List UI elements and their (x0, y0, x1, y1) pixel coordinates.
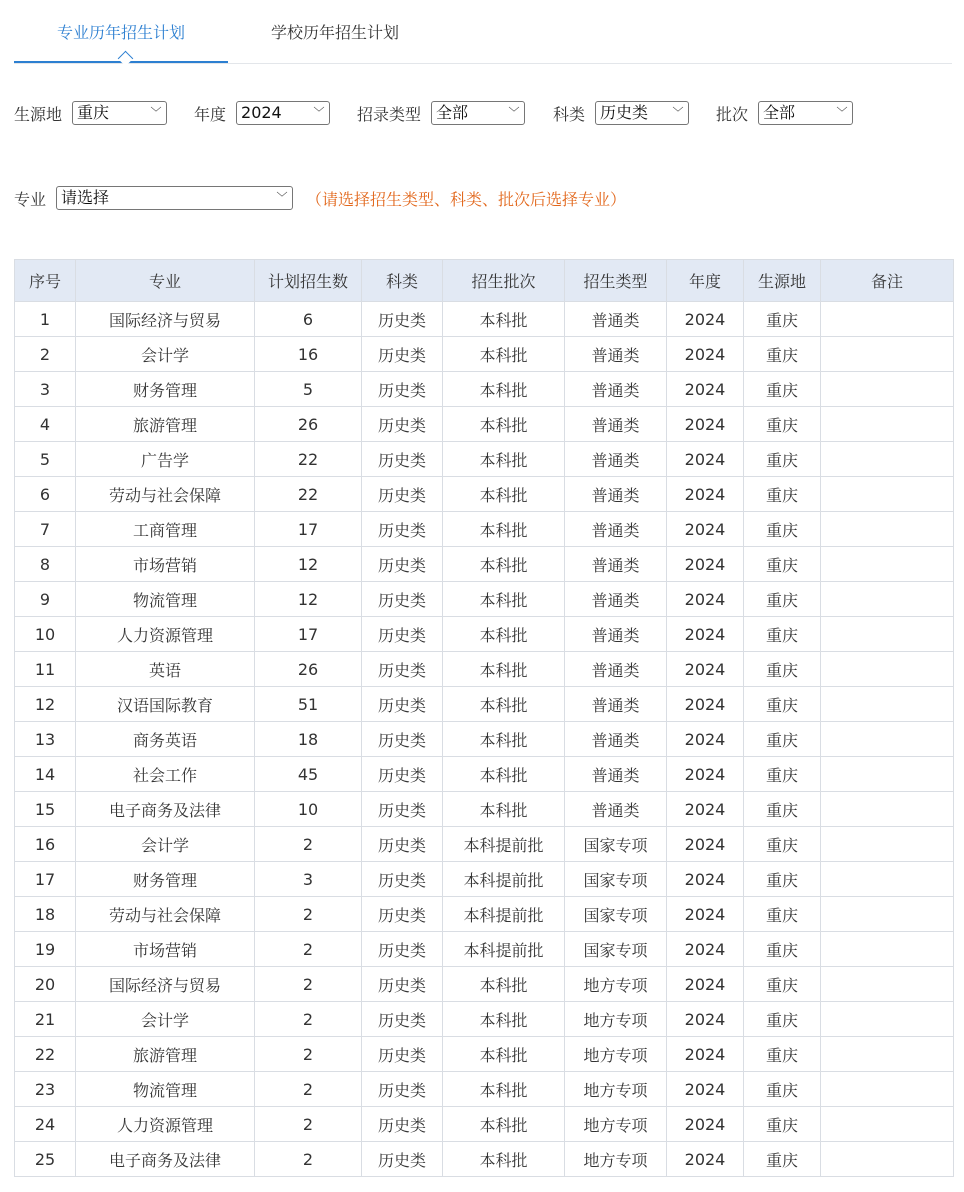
cell-origin: 重庆 (744, 477, 821, 512)
cell-remark (821, 302, 954, 337)
cell-batch: 本科提前批 (443, 862, 565, 897)
header-type: 招生类型 (565, 260, 667, 302)
table-row (15, 337, 954, 372)
cell-year: 2024 (667, 1002, 744, 1037)
table-row (15, 967, 954, 1002)
cell-major: 社会工作 (76, 757, 255, 792)
cell-year: 2024 (667, 407, 744, 442)
cell-major: 劳动与社会保障 (76, 477, 255, 512)
year-select[interactable] (236, 101, 330, 125)
cell-planned-count: 5 (255, 372, 362, 407)
cell-subject: 历史类 (362, 722, 443, 757)
cell-type: 普通类 (565, 442, 667, 477)
cell-major: 物流管理 (76, 582, 255, 617)
cell-year: 2024 (667, 477, 744, 512)
cell-index: 8 (15, 547, 76, 582)
cell-remark (821, 687, 954, 722)
table-row (15, 1072, 954, 1107)
cell-subject: 历史类 (362, 337, 443, 372)
cell-planned-count: 2 (255, 1142, 362, 1177)
header-major: 专业 (76, 260, 255, 302)
cell-index: 7 (15, 512, 76, 547)
cell-origin: 重庆 (744, 302, 821, 337)
cell-origin: 重庆 (744, 932, 821, 967)
header-origin: 生源地 (744, 260, 821, 302)
cell-type: 国家专项 (565, 932, 667, 967)
cell-planned-count: 26 (255, 407, 362, 442)
cell-major: 财务管理 (76, 862, 255, 897)
cell-index: 17 (15, 862, 76, 897)
cell-batch: 本科提前批 (443, 897, 565, 932)
cell-remark (821, 1037, 954, 1072)
cell-type: 普通类 (565, 722, 667, 757)
cell-remark (821, 757, 954, 792)
table-header-row (15, 260, 954, 302)
table-row (15, 862, 954, 897)
cell-major: 市场营销 (76, 547, 255, 582)
cell-type: 国家专项 (565, 827, 667, 862)
cell-year: 2024 (667, 757, 744, 792)
cell-batch: 本科批 (443, 407, 565, 442)
cell-origin: 重庆 (744, 652, 821, 687)
cell-index: 14 (15, 757, 76, 792)
cell-remark (821, 1002, 954, 1037)
chevron-down-icon: ﹀ (672, 106, 684, 119)
cell-subject: 历史类 (362, 512, 443, 547)
cell-origin: 重庆 (744, 897, 821, 932)
origin-select-value: 重庆 (77, 103, 110, 122)
cell-planned-count: 2 (255, 1037, 362, 1072)
cell-type: 普通类 (565, 512, 667, 547)
year-select-value: 2024 (241, 103, 282, 122)
cell-remark (821, 337, 954, 372)
cell-subject: 历史类 (362, 407, 443, 442)
cell-batch: 本科批 (443, 757, 565, 792)
cell-index: 21 (15, 1002, 76, 1037)
cell-index: 10 (15, 617, 76, 652)
cell-subject: 历史类 (362, 862, 443, 897)
table-row (15, 687, 954, 722)
cell-batch: 本科批 (443, 652, 565, 687)
cell-batch: 本科批 (443, 442, 565, 477)
cell-year: 2024 (667, 862, 744, 897)
cell-batch: 本科批 (443, 1107, 565, 1142)
cell-remark (821, 442, 954, 477)
table-row (15, 1107, 954, 1142)
cell-year: 2024 (667, 722, 744, 757)
cell-major: 物流管理 (76, 1072, 255, 1107)
cell-subject: 历史类 (362, 652, 443, 687)
cell-type: 普通类 (565, 617, 667, 652)
table-row (15, 652, 954, 687)
cell-subject: 历史类 (362, 302, 443, 337)
cell-type: 普通类 (565, 477, 667, 512)
cell-subject: 历史类 (362, 1037, 443, 1072)
table-row (15, 1142, 954, 1177)
cell-origin: 重庆 (744, 862, 821, 897)
cell-planned-count: 2 (255, 1107, 362, 1142)
tab-bar (14, 0, 952, 64)
cell-batch: 本科批 (443, 582, 565, 617)
cell-major: 旅游管理 (76, 407, 255, 442)
cell-remark (821, 792, 954, 827)
tab-major-plan[interactable]: 专业历年招生计划 (56, 23, 185, 42)
header-subject: 科类 (362, 260, 443, 302)
table-row (15, 932, 954, 967)
header-batch: 招生批次 (443, 260, 565, 302)
cell-type: 普通类 (565, 652, 667, 687)
cell-planned-count: 22 (255, 477, 362, 512)
cell-planned-count: 16 (255, 337, 362, 372)
cell-index: 2 (15, 337, 76, 372)
table-row (15, 407, 954, 442)
chevron-down-icon: ﹀ (150, 106, 162, 119)
cell-index: 16 (15, 827, 76, 862)
cell-batch: 本科批 (443, 1002, 565, 1037)
cell-major: 国际经济与贸易 (76, 967, 255, 1002)
cell-index: 12 (15, 687, 76, 722)
admission-type-select[interactable] (431, 101, 525, 125)
cell-year: 2024 (667, 547, 744, 582)
cell-major: 会计学 (76, 1002, 255, 1037)
cell-index: 19 (15, 932, 76, 967)
cell-index: 24 (15, 1107, 76, 1142)
cell-major: 工商管理 (76, 512, 255, 547)
cell-major: 会计学 (76, 337, 255, 372)
cell-origin: 重庆 (744, 722, 821, 757)
cell-remark (821, 652, 954, 687)
filter-major (14, 186, 293, 210)
cell-subject: 历史类 (362, 547, 443, 582)
cell-planned-count: 2 (255, 1002, 362, 1037)
header-index: 序号 (15, 260, 76, 302)
chevron-down-icon: ﹀ (508, 106, 520, 119)
cell-remark (821, 827, 954, 862)
cell-origin: 重庆 (744, 442, 821, 477)
cell-planned-count: 2 (255, 827, 362, 862)
subject-select[interactable] (595, 101, 689, 125)
cell-batch: 本科批 (443, 547, 565, 582)
cell-major: 国际经济与贸易 (76, 302, 255, 337)
cell-subject: 历史类 (362, 1107, 443, 1142)
cell-planned-count: 17 (255, 512, 362, 547)
filter-major-label: 专业 (14, 189, 47, 209)
cell-subject: 历史类 (362, 967, 443, 1002)
cell-origin: 重庆 (744, 512, 821, 547)
cell-year: 2024 (667, 337, 744, 372)
cell-batch: 本科批 (443, 512, 565, 547)
cell-batch: 本科批 (443, 302, 565, 337)
cell-origin: 重庆 (744, 827, 821, 862)
cell-planned-count: 18 (255, 722, 362, 757)
cell-origin: 重庆 (744, 757, 821, 792)
major-select-hint: （请选择招生类型、科类、批次后选择专业） (306, 190, 627, 209)
origin-select[interactable] (72, 101, 167, 125)
cell-type: 地方专项 (565, 1002, 667, 1037)
filter-year-label: 年度 (194, 104, 227, 124)
table-row (15, 827, 954, 862)
cell-subject: 历史类 (362, 1002, 443, 1037)
cell-index: 5 (15, 442, 76, 477)
header-year: 年度 (667, 260, 744, 302)
cell-remark (821, 407, 954, 442)
cell-batch: 本科批 (443, 372, 565, 407)
cell-year: 2024 (667, 897, 744, 932)
cell-batch: 本科提前批 (443, 827, 565, 862)
cell-subject: 历史类 (362, 687, 443, 722)
cell-remark (821, 932, 954, 967)
cell-year: 2024 (667, 827, 744, 862)
cell-planned-count: 2 (255, 932, 362, 967)
cell-planned-count: 10 (255, 792, 362, 827)
cell-index: 22 (15, 1037, 76, 1072)
filter-batch-label: 批次 (716, 104, 749, 124)
cell-planned-count: 22 (255, 442, 362, 477)
cell-major: 劳动与社会保障 (76, 897, 255, 932)
batch-select-value: 全部 (763, 103, 796, 122)
cell-type: 地方专项 (565, 1142, 667, 1177)
cell-origin: 重庆 (744, 967, 821, 1002)
cell-planned-count: 26 (255, 652, 362, 687)
table-row (15, 757, 954, 792)
cell-origin: 重庆 (744, 617, 821, 652)
cell-batch: 本科批 (443, 1037, 565, 1072)
cell-index: 23 (15, 1072, 76, 1107)
cell-type: 地方专项 (565, 1037, 667, 1072)
table-row (15, 477, 954, 512)
cell-index: 1 (15, 302, 76, 337)
enrollment-plan-table (14, 259, 954, 1177)
cell-origin: 重庆 (744, 337, 821, 372)
cell-type: 地方专项 (565, 1072, 667, 1107)
cell-major: 广告学 (76, 442, 255, 477)
cell-year: 2024 (667, 1037, 744, 1072)
admission-type-select-value: 全部 (436, 103, 469, 122)
filter-year (194, 101, 330, 125)
cell-year: 2024 (667, 1107, 744, 1142)
cell-batch: 本科批 (443, 967, 565, 1002)
cell-origin: 重庆 (744, 1142, 821, 1177)
cell-origin: 重庆 (744, 1037, 821, 1072)
filter-origin-label: 生源地 (14, 104, 63, 124)
cell-planned-count: 12 (255, 582, 362, 617)
cell-planned-count: 2 (255, 1072, 362, 1107)
cell-index: 20 (15, 967, 76, 1002)
tab-school-plan[interactable]: 学校历年招生计划 (270, 23, 399, 42)
header-remark: 备注 (821, 260, 954, 302)
cell-major: 汉语国际教育 (76, 687, 255, 722)
filter-origin (14, 101, 167, 125)
cell-year: 2024 (667, 372, 744, 407)
batch-select[interactable] (758, 101, 853, 125)
cell-subject: 历史类 (362, 757, 443, 792)
cell-type: 国家专项 (565, 862, 667, 897)
filter-subject-label: 科类 (553, 104, 586, 124)
cell-major: 电子商务及法律 (76, 792, 255, 827)
cell-index: 9 (15, 582, 76, 617)
table-row (15, 897, 954, 932)
cell-index: 15 (15, 792, 76, 827)
cell-subject: 历史类 (362, 477, 443, 512)
cell-subject: 历史类 (362, 897, 443, 932)
cell-batch: 本科批 (443, 687, 565, 722)
cell-index: 25 (15, 1142, 76, 1177)
filter-subject (553, 101, 689, 125)
subject-select-value: 历史类 (600, 103, 649, 122)
header-planned-count: 计划招生数 (255, 260, 362, 302)
cell-origin: 重庆 (744, 687, 821, 722)
cell-remark (821, 582, 954, 617)
table-row (15, 617, 954, 652)
cell-type: 国家专项 (565, 897, 667, 932)
cell-major: 旅游管理 (76, 1037, 255, 1072)
filter-batch (716, 101, 853, 125)
cell-batch: 本科批 (443, 617, 565, 652)
cell-year: 2024 (667, 1142, 744, 1177)
cell-index: 18 (15, 897, 76, 932)
cell-batch: 本科批 (443, 722, 565, 757)
cell-type: 普通类 (565, 407, 667, 442)
cell-planned-count: 2 (255, 967, 362, 1002)
cell-year: 2024 (667, 302, 744, 337)
cell-index: 6 (15, 477, 76, 512)
cell-remark (821, 722, 954, 757)
table-row (15, 512, 954, 547)
cell-planned-count: 51 (255, 687, 362, 722)
cell-type: 普通类 (565, 302, 667, 337)
cell-year: 2024 (667, 1072, 744, 1107)
cell-origin: 重庆 (744, 792, 821, 827)
cell-planned-count: 3 (255, 862, 362, 897)
cell-batch: 本科批 (443, 337, 565, 372)
cell-remark (821, 617, 954, 652)
cell-remark (821, 1072, 954, 1107)
cell-year: 2024 (667, 967, 744, 1002)
cell-year: 2024 (667, 582, 744, 617)
table-row (15, 302, 954, 337)
cell-index: 11 (15, 652, 76, 687)
cell-batch: 本科批 (443, 477, 565, 512)
cell-origin: 重庆 (744, 407, 821, 442)
cell-index: 4 (15, 407, 76, 442)
cell-type: 普通类 (565, 337, 667, 372)
cell-subject: 历史类 (362, 827, 443, 862)
cell-year: 2024 (667, 932, 744, 967)
cell-type: 普通类 (565, 757, 667, 792)
cell-subject: 历史类 (362, 792, 443, 827)
cell-type: 普通类 (565, 582, 667, 617)
cell-origin: 重庆 (744, 1072, 821, 1107)
cell-type: 地方专项 (565, 1107, 667, 1142)
chevron-down-icon: ﹀ (836, 106, 848, 119)
cell-year: 2024 (667, 617, 744, 652)
cell-type: 普通类 (565, 372, 667, 407)
cell-remark (821, 512, 954, 547)
cell-remark (821, 477, 954, 512)
cell-planned-count: 12 (255, 547, 362, 582)
table-row (15, 372, 954, 407)
cell-major: 财务管理 (76, 372, 255, 407)
cell-remark (821, 967, 954, 1002)
table-row (15, 547, 954, 582)
table-row (15, 442, 954, 477)
cell-remark (821, 372, 954, 407)
cell-batch: 本科批 (443, 792, 565, 827)
cell-origin: 重庆 (744, 1002, 821, 1037)
cell-batch: 本科提前批 (443, 932, 565, 967)
cell-major: 电子商务及法律 (76, 1142, 255, 1177)
cell-major: 人力资源管理 (76, 1107, 255, 1142)
cell-year: 2024 (667, 687, 744, 722)
cell-type: 普通类 (565, 687, 667, 722)
cell-subject: 历史类 (362, 442, 443, 477)
cell-year: 2024 (667, 512, 744, 547)
cell-type: 普通类 (565, 547, 667, 582)
cell-subject: 历史类 (362, 617, 443, 652)
cell-origin: 重庆 (744, 547, 821, 582)
chevron-down-icon: ﹀ (313, 106, 325, 119)
cell-major: 商务英语 (76, 722, 255, 757)
cell-type: 普通类 (565, 792, 667, 827)
major-select[interactable] (56, 186, 293, 210)
cell-major: 市场营销 (76, 932, 255, 967)
cell-planned-count: 17 (255, 617, 362, 652)
cell-major: 人力资源管理 (76, 617, 255, 652)
cell-major: 会计学 (76, 827, 255, 862)
cell-remark (821, 897, 954, 932)
table-row (15, 582, 954, 617)
cell-remark (821, 862, 954, 897)
cell-remark (821, 1107, 954, 1142)
cell-planned-count: 45 (255, 757, 362, 792)
cell-year: 2024 (667, 442, 744, 477)
cell-origin: 重庆 (744, 1107, 821, 1142)
chevron-down-icon: ﹀ (276, 191, 288, 204)
cell-subject: 历史类 (362, 1142, 443, 1177)
cell-index: 13 (15, 722, 76, 757)
filter-admission-type-label: 招录类型 (357, 104, 422, 124)
cell-origin: 重庆 (744, 372, 821, 407)
cell-year: 2024 (667, 652, 744, 687)
filter-admission-type (357, 101, 525, 125)
cell-subject: 历史类 (362, 372, 443, 407)
cell-planned-count: 6 (255, 302, 362, 337)
cell-subject: 历史类 (362, 582, 443, 617)
cell-origin: 重庆 (744, 582, 821, 617)
cell-subject: 历史类 (362, 932, 443, 967)
table-row (15, 792, 954, 827)
cell-planned-count: 2 (255, 897, 362, 932)
cell-batch: 本科批 (443, 1142, 565, 1177)
cell-index: 3 (15, 372, 76, 407)
table-row (15, 722, 954, 757)
cell-batch: 本科批 (443, 1072, 565, 1107)
cell-major: 英语 (76, 652, 255, 687)
major-select-value: 请选择 (61, 188, 110, 207)
cell-remark (821, 547, 954, 582)
cell-year: 2024 (667, 792, 744, 827)
cell-type: 地方专项 (565, 967, 667, 1002)
table-row (15, 1037, 954, 1072)
cell-remark (821, 1142, 954, 1177)
table-row (15, 1002, 954, 1037)
cell-subject: 历史类 (362, 1072, 443, 1107)
